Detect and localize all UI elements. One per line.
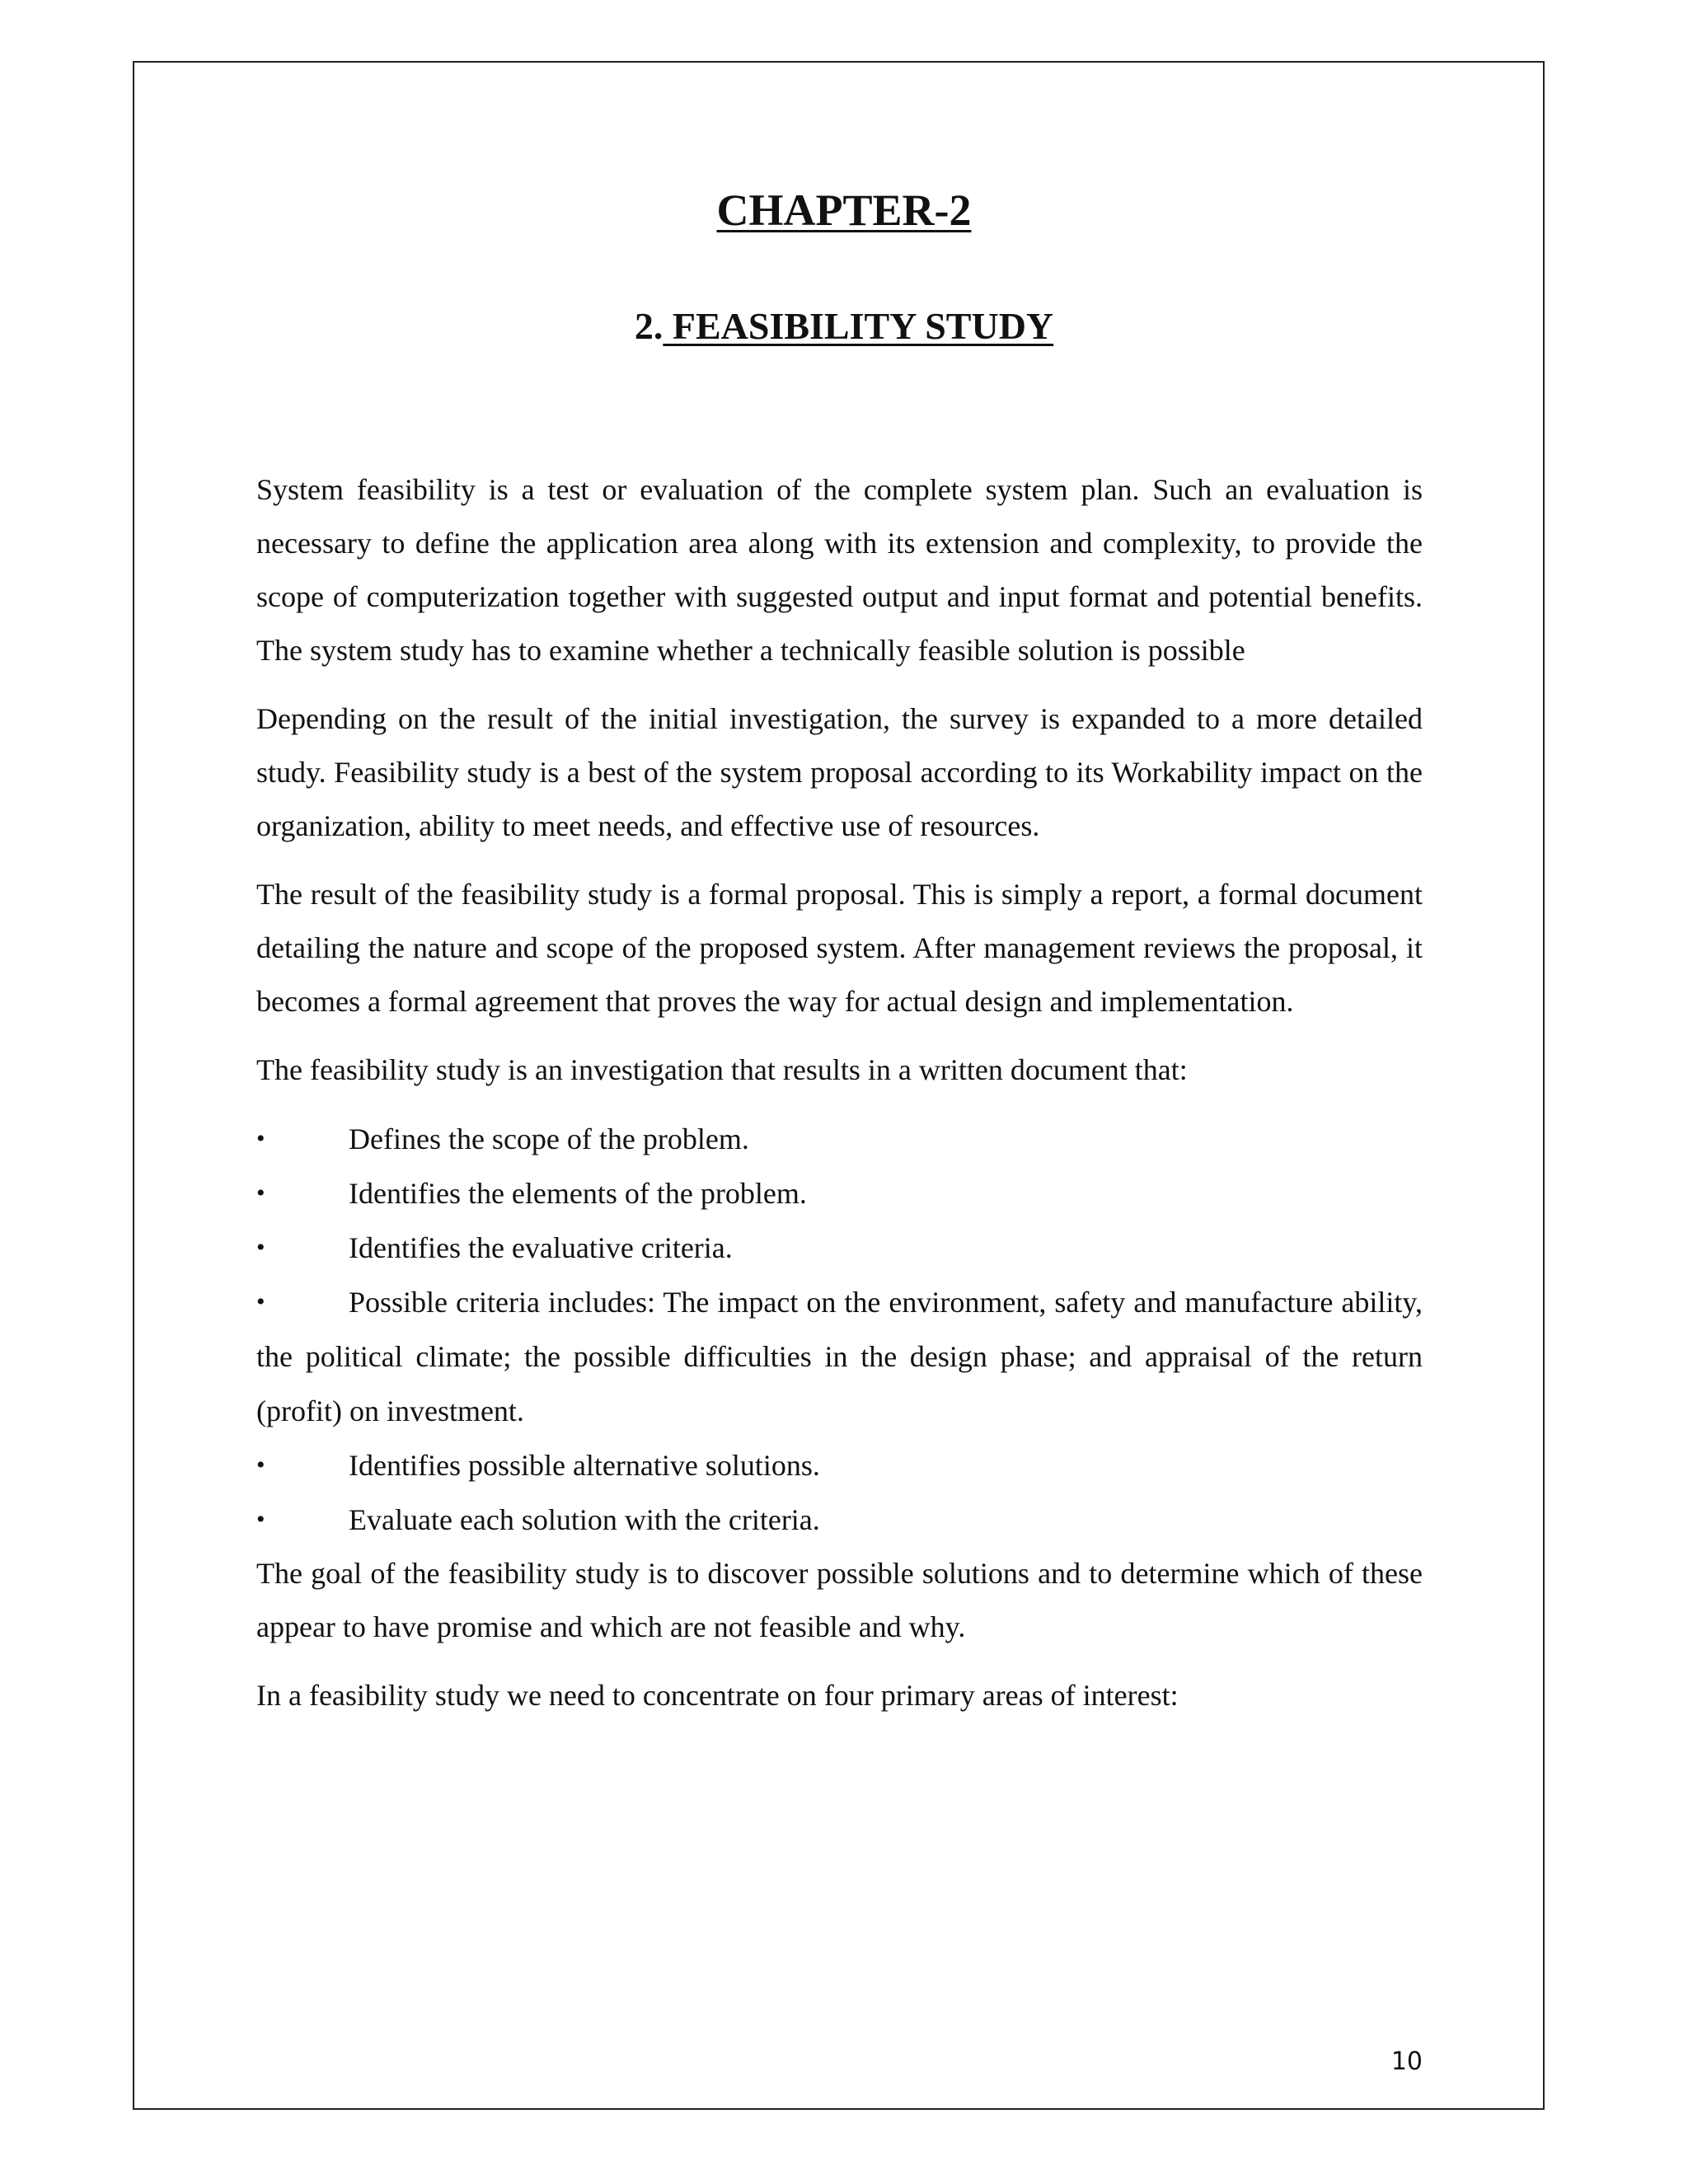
bullet-icon: • [256, 1179, 265, 1207]
list-item-text: Possible criteria includes: The impact on the environment, safety and manufacture ability, the political climate; the possible difficulties in the design phase; and appraisal of the return (profit) on investment. [256, 1286, 1423, 1427]
list-item [256, 1112, 1423, 1166]
paragraph-goal: The goal of the feasibility study is to discover possible solutions and to determine which of these appear to have promise and which are not feasible and why. [256, 1557, 1423, 1643]
list-item-text: Defines the scope of the problem. [349, 1122, 749, 1155]
paragraph-system-feasibility: System feasibility is a test or evaluation of the complete system plan. Such an evaluation is necessary to define the application area along with its extension and complexity, to provide the scope of computerization together with suggested output and input format and potential benefits. The system study has to examine whether a technically feasible solution is possible [256, 473, 1423, 667]
paragraph-areas-of-interest: In a feasibility study we need to concentrate on four primary areas of interest: [256, 1679, 1179, 1712]
document-body [256, 463, 1423, 1722]
paragraph-formal-proposal: The result of the feasibility study is a formal proposal. This is simply a report, a formal document detailing the nature and scope of the proposed system. After management reviews the proposal, it becomes a formal agreement that proves the way for actual design and implementation. [256, 878, 1423, 1018]
list-item-text: Identifies the elements of the problem. [349, 1177, 807, 1210]
list-item-text: Evaluate each solution with the criteria. [349, 1503, 820, 1536]
paragraph-initial-investigation: Depending on the result of the initial investigation, the survey is expanded to a more detailed study. Feasibility study is a best of the system proposal according to its Workability impact on the organization, ability to meet needs, and effective use of resources. [256, 702, 1423, 842]
list-item [256, 1221, 1423, 1275]
paragraph-written-document: The feasibility study is an investigation that results in a written document that: [256, 1053, 1188, 1086]
feasibility-bullet-list [256, 1112, 1423, 1547]
bullet-icon: • [256, 1288, 265, 1315]
bullet-icon: • [256, 1125, 265, 1152]
bullet-icon: • [256, 1451, 265, 1479]
bullet-icon: • [256, 1506, 265, 1533]
page-number: 10 [1390, 2047, 1423, 2076]
list-item [256, 1275, 1423, 1438]
bullet-icon: • [256, 1234, 265, 1261]
list-item-text: Identifies possible alternative solutions. [349, 1449, 820, 1482]
list-item [256, 1493, 1423, 1547]
section-title-text: FEASIBILITY STUDY [663, 305, 1054, 347]
list-item-text: Identifies the evaluative criteria. [349, 1231, 733, 1264]
section-title [0, 302, 1688, 351]
chapter-title-text: CHAPTER-2 [716, 185, 972, 235]
section-number: 2. [634, 305, 663, 347]
list-item [256, 1438, 1423, 1493]
list-item [256, 1166, 1423, 1221]
chapter-title [0, 183, 1688, 237]
